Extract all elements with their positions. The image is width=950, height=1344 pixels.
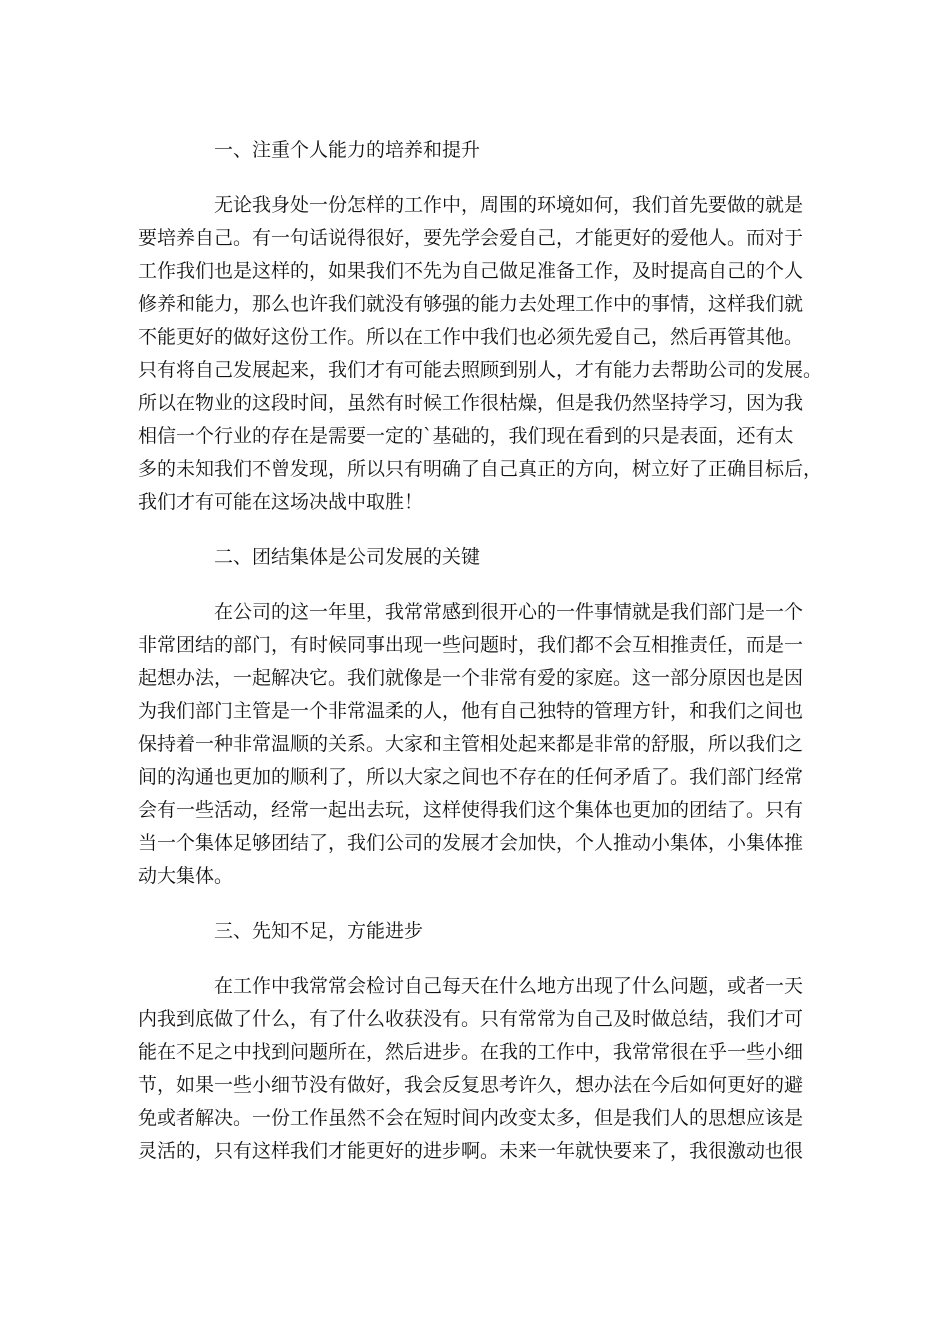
- paragraph-line: 在工作中我常常会检讨自己每天在什么地方出现了什么问题，或者一天: [214, 975, 804, 997]
- section-paragraph: [138, 189, 823, 519]
- paragraph-line: 会有一些活动，经常一起出去玩，这样使得我们这个集体也更加的团结了。只有: [138, 799, 804, 821]
- paragraph-line: 能在不足之中找到问题所在，然后进步。在我的工作中，我常常很在乎一些小细: [138, 1041, 804, 1063]
- paragraph-line: 相信一个行业的存在是需要一定的`基础的，我们现在看到的只是表面，还有太: [138, 425, 794, 447]
- section-heading: 三、先知不足，方能进步: [214, 920, 424, 942]
- paragraph-line: 我们才有可能在这场决战中取胜！: [138, 491, 424, 513]
- paragraph-line: 动大集体。: [138, 865, 234, 887]
- paragraph-line: 免或者解决。一份工作虽然不会在短时间内改变太多，但是我们人的思想应该是: [138, 1107, 804, 1129]
- paragraph-line: 在公司的这一年里，我常常感到很开心的一件事情就是我们部门是一个: [214, 601, 804, 623]
- paragraph-line: 多的未知我们不曾发现，所以只有明确了自己真正的方向，树立好了正确目标后，: [138, 458, 823, 480]
- section-heading: 一、注重个人能力的培养和提升: [214, 139, 481, 161]
- paragraph-line: 内我到底做了什么，有了什么收获没有。只有常常为自己及时做总结，我们才可: [138, 1008, 804, 1030]
- paragraph-line: 不能更好的做好这份工作。所以在工作中我们也必须先爱自己，然后再管其他。: [138, 326, 804, 348]
- paragraph-line: 节，如果一些小细节没有做好，我会反复思考许久，想办法在今后如何更好的避: [138, 1074, 804, 1096]
- paragraph-line: 工作我们也是这样的，如果我们不先为自己做足准备工作，及时提高自己的个人: [138, 260, 804, 282]
- paragraph-line: 修养和能力，那么也许我们就没有够强的能力去处理工作中的事情，这样我们就: [138, 293, 804, 315]
- paragraph-line: 为我们部门主管是一个非常温柔的人，他有自己独特的管理方针，和我们之间也: [138, 700, 804, 722]
- paragraph-line: 所以在物业的这段时间，虽然有时候工作很枯燥，但是我仍然坚持学习，因为我: [138, 392, 804, 414]
- paragraph-line: 非常团结的部门，有时候同事出现一些问题时，我们都不会互相推责任，而是一: [138, 634, 804, 656]
- document-page: [138, 134, 823, 1190]
- paragraph-line: 当一个集体足够团结了，我们公司的发展才会加快，个人推动小集体，小集体推: [138, 832, 804, 854]
- paragraph-line: 保持着一种非常温顺的关系。大家和主管相处起来都是非常的舒服，所以我们之: [138, 733, 804, 755]
- paragraph-line: 要培养自己。有一句话说得很好，要先学会爱自己，才能更好的爱他人。而对于: [138, 227, 804, 249]
- paragraph-line: 起想办法，一起解决它。我们就像是一个非常有爱的家庭。这一部分原因也是因: [138, 667, 804, 689]
- paragraph-line: 无论我身处一份怎样的工作中，周围的环境如何，我们首先要做的就是: [214, 194, 804, 216]
- paragraph-line: 只有将自己发展起来，我们才有可能去照顾到别人，才有能力去帮助公司的发展。: [138, 359, 823, 381]
- section-paragraph: [138, 596, 818, 893]
- section-heading: 二、团结集体是公司发展的关键: [214, 546, 481, 568]
- section-paragraph: [138, 970, 818, 1168]
- paragraph-line: 灵活的，只有这样我们才能更好的进步啊。未来一年就快要来了，我很激动也很: [138, 1140, 804, 1162]
- paragraph-line: 间的沟通也更加的顺利了，所以大家之间也不存在的任何矛盾了。我们部门经常: [138, 766, 804, 788]
